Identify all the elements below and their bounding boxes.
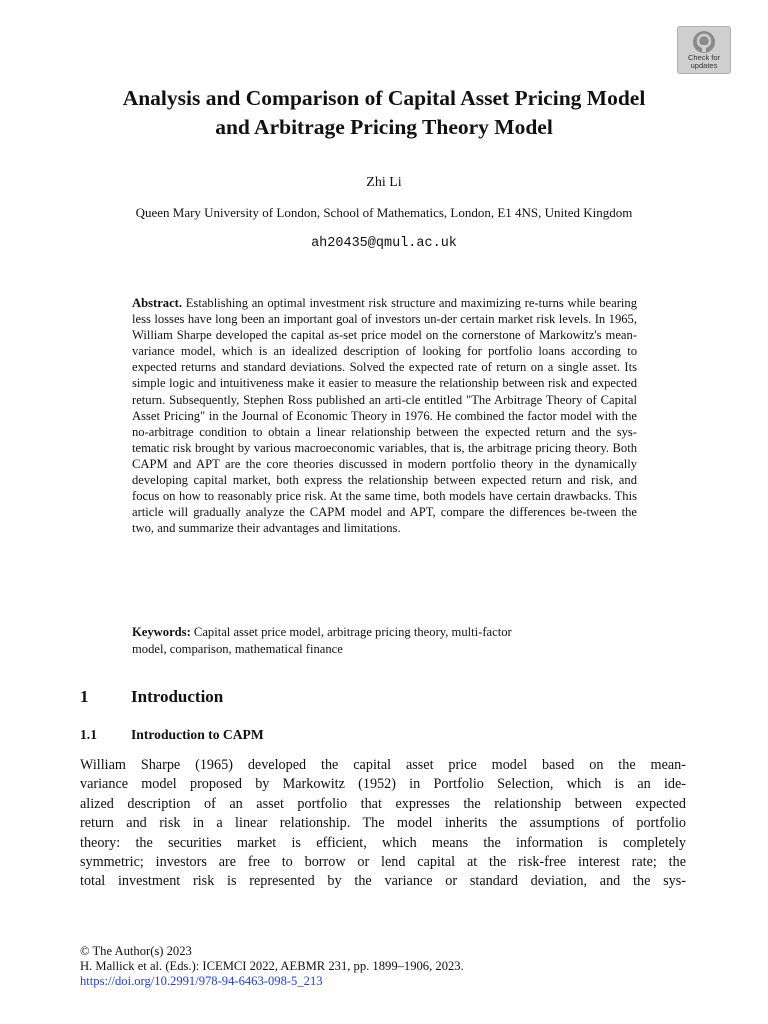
check-for-updates-badge[interactable]	[677, 26, 731, 74]
body-line: return and risk in a linear relationship. The model inherits the assumptions of portfolio	[80, 815, 686, 832]
body-line: variance model proposed by Markowitz (1952) in Portfolio Selection, which is an ide-	[80, 776, 686, 793]
abstract-label: Abstract.	[132, 296, 183, 310]
author-email[interactable]: ah20435@qmul.ac.uk	[311, 236, 457, 251]
section-number: 1	[80, 687, 89, 706]
check-for-updates-label-2: updates	[690, 61, 718, 70]
body-line: alized description of an asset portfolio that expresses the relationship between expected	[80, 795, 686, 812]
body-line: total investment risk is represented by the variance or standard deviation, and the sys-	[80, 873, 686, 890]
section-heading	[80, 687, 223, 707]
footer	[80, 944, 464, 989]
paper-title-line-1: Analysis and Comparison of Capital Asset Pricing Model	[122, 86, 646, 110]
paper-title	[60, 84, 708, 142]
subsection-title: Introduction to CAPM	[131, 727, 264, 742]
abstract-text: Establishing an optimal investment risk structure and maximizing re-turns while bearing less losses have long been an important goal of investors un-der certain market risk levels. In 1965, William Sharpe developed the capital as-set price model on the cornerstone of Markowitz's mean-variance model, which is an idealized description of looking for portfolio loans according to expected returns and standard deviations. Solved the expected rate of return on a single asset. Its simple logic and intuitiveness make it easier to measure the relationship between risk and expected return. Subsequently, Stephen Ross published an arti-cle entitled "The Arbitrage Theory of Capital Asset Pricing" in the Journal of Economic Theory in 1976. He combined the factor model with the no-arbitrage condition to obtain a linear relationship between the expected return and the sys-tematic risk brought by various macroeconomic variables, that is, the arbitrage pricing theory. Both CAPM and APT are the core theories discussed in modern portfolio theory in the dynamically developing capital market, both express the relationship between expected return and risk, and focus on how to reasonably price risk. At the same time, both models have certain drawbacks. This article will gradually analyze the CAPM model and APT, compare the differences be-tween the two, and summarize their advantages and limitations.	[132, 296, 637, 536]
body-paragraph	[80, 756, 686, 892]
section-title: Introduction	[131, 687, 224, 706]
doi-link[interactable]: https://doi.org/10.2991/978-94-6463-098-5_213	[80, 974, 323, 988]
keywords-line-1	[132, 624, 637, 641]
citation-line: H. Mallick et al. (Eds.): ICEMCI 2022, AEBMR 231, pp. 1899–1906, 2023.	[80, 959, 464, 973]
body-line: William Sharpe (1965) developed the capital asset price model based on the mean-	[80, 757, 686, 773]
body-line: symmetric; investors are free to borrow or lend capital at the risk-free interest rate; the	[80, 854, 686, 871]
abstract	[132, 295, 637, 536]
paper-title-line-2: and Arbitrage Pricing Theory Model	[215, 115, 553, 139]
subsection-number: 1.1	[80, 727, 97, 742]
keywords-text-1: Capital asset price model, arbitrage pricing theory, multi-factor	[193, 625, 512, 639]
check-for-updates-label-1: Check for	[687, 53, 721, 62]
keywords-text-2: model, comparison, mathematical finance	[132, 642, 343, 656]
keywords-label: Keywords:	[132, 625, 191, 639]
author-name: Zhi Li	[366, 175, 402, 190]
author-affiliation: Queen Mary University of London, School of Mathematics, London, E1 4NS, United Kingdom	[135, 205, 633, 220]
keywords	[132, 624, 637, 658]
check-for-updates-icon	[692, 30, 716, 54]
copyright-notice: © The Author(s) 2023	[80, 944, 192, 958]
subsection-heading	[80, 727, 264, 743]
body-line: theory: the securities market is efficient, which means the information is completely	[80, 834, 686, 851]
